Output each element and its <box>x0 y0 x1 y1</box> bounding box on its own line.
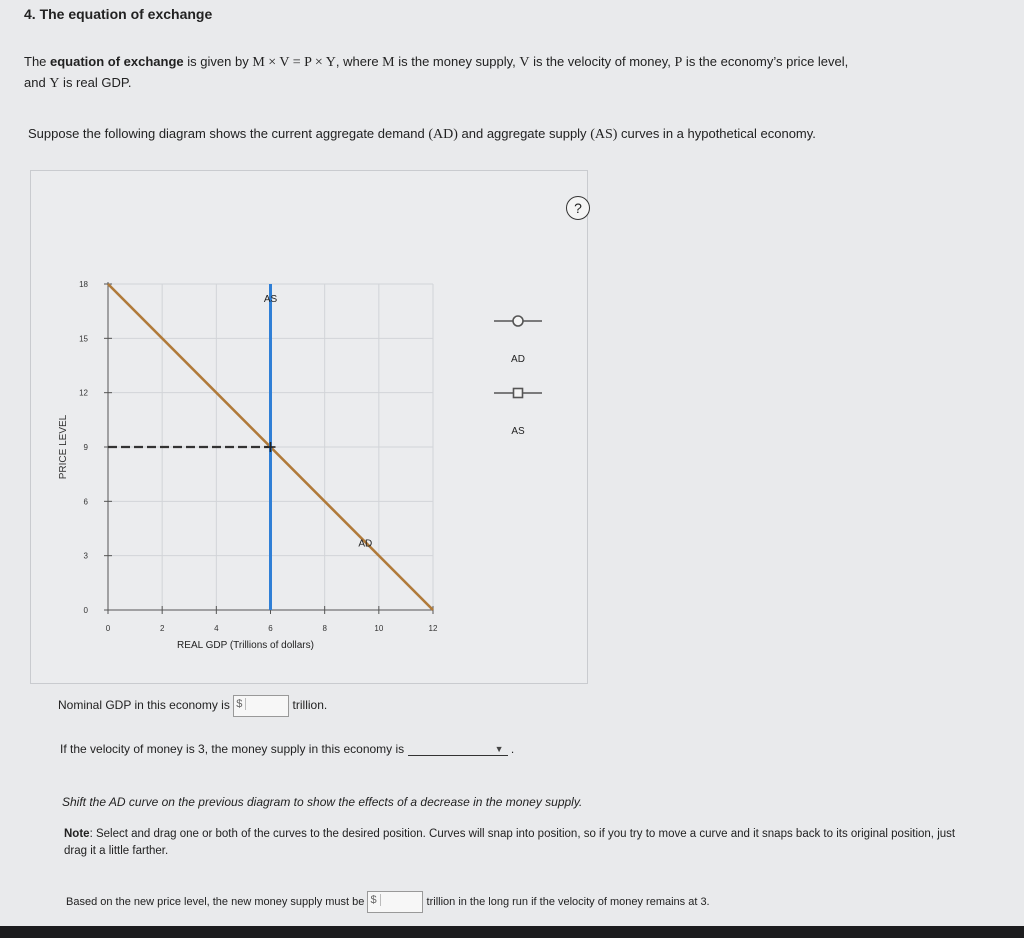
ad-as-chart <box>30 170 586 682</box>
money-supply-input[interactable] <box>382 892 424 912</box>
money-supply-dropdown[interactable] <box>408 741 508 756</box>
y-tick-label: 0 <box>83 606 88 615</box>
help-button[interactable]: ? <box>566 196 590 220</box>
q3-prompt: Based on the new price level, the new money supply must be <box>66 895 365 908</box>
circle-marker-icon[interactable] <box>513 316 523 326</box>
q1-suffix: trillion. <box>292 698 328 713</box>
y-tick-label: 12 <box>79 388 88 398</box>
y-axis-label: PRICE LEVEL <box>58 414 69 480</box>
q1-row <box>58 695 327 717</box>
equation-formula: M × V = P × Y <box>252 55 336 70</box>
y-tick-label: 9 <box>83 443 88 452</box>
equation-term: equation of exchange <box>50 54 184 69</box>
x-axis-label: REAL GDP (Trillions of dollars) <box>177 640 314 651</box>
x-tick-label: 6 <box>268 624 273 633</box>
curve-label-as: AS <box>263 294 278 306</box>
chart-ticks <box>79 280 438 633</box>
y-tick-label: 15 <box>79 334 88 344</box>
dropdown-caret-icon: ▼ <box>494 744 504 754</box>
equation-paragraph: The equation of exchange is given by M × V = P × Y, where M is the money supply, V is the velocity of money, P is the economy’s price level, and Y is real GDP. <box>24 54 849 91</box>
chart-legend <box>494 316 542 437</box>
q3-row <box>66 891 710 913</box>
note-label: Note <box>64 828 90 840</box>
currency-symbol: $ <box>370 894 380 906</box>
x-tick-label: 10 <box>374 624 384 633</box>
q3-suffix: trillion in the long run if the velocity of money remains at 3. <box>426 895 710 908</box>
q1-prompt: Nominal GDP in this economy is <box>58 698 230 713</box>
x-tick-label: 2 <box>159 624 165 633</box>
y-tick-label: 18 <box>79 280 88 289</box>
shift-instruction: Shift the AD curve on the previous diagram to show the effects of a decrease in the money supply. <box>62 795 583 809</box>
question-title: 4. The equation of exchange <box>24 6 213 22</box>
screen-bottom-edge <box>0 926 1024 938</box>
diagram-intro: Suppose the following diagram shows the current aggregate demand (AD) and aggregate supply (AS) curves in a hypothetical economy. <box>28 126 816 142</box>
currency-symbol: $ <box>236 698 246 710</box>
q2-prompt: If the velocity of money is 3, the money supply in this economy is <box>60 742 405 756</box>
x-tick-label: 0 <box>105 624 111 633</box>
money-supply-input-box[interactable] <box>367 891 423 913</box>
square-marker-icon[interactable] <box>514 389 523 398</box>
q2-suffix: . <box>510 742 515 756</box>
nominal-gdp-input[interactable] <box>248 696 290 716</box>
x-tick-label: 12 <box>428 624 438 633</box>
x-tick-label: 8 <box>322 624 327 633</box>
curve-label-ad: AD <box>358 538 373 550</box>
legend-label-as: AS <box>511 426 525 437</box>
y-tick-label: 6 <box>83 497 88 507</box>
legend-label-ad: AD <box>511 354 525 365</box>
x-tick-label: 4 <box>214 624 219 633</box>
nominal-gdp-input-box[interactable] <box>233 695 289 717</box>
q2-row <box>60 741 514 756</box>
y-tick-label: 3 <box>83 551 88 561</box>
note-text: Note: Select and drag one or both of the curves to the desired position. Curves will snap into position, so if you try to move a curve and it snaps back to its original position, just drag it a little farther. <box>64 828 956 857</box>
